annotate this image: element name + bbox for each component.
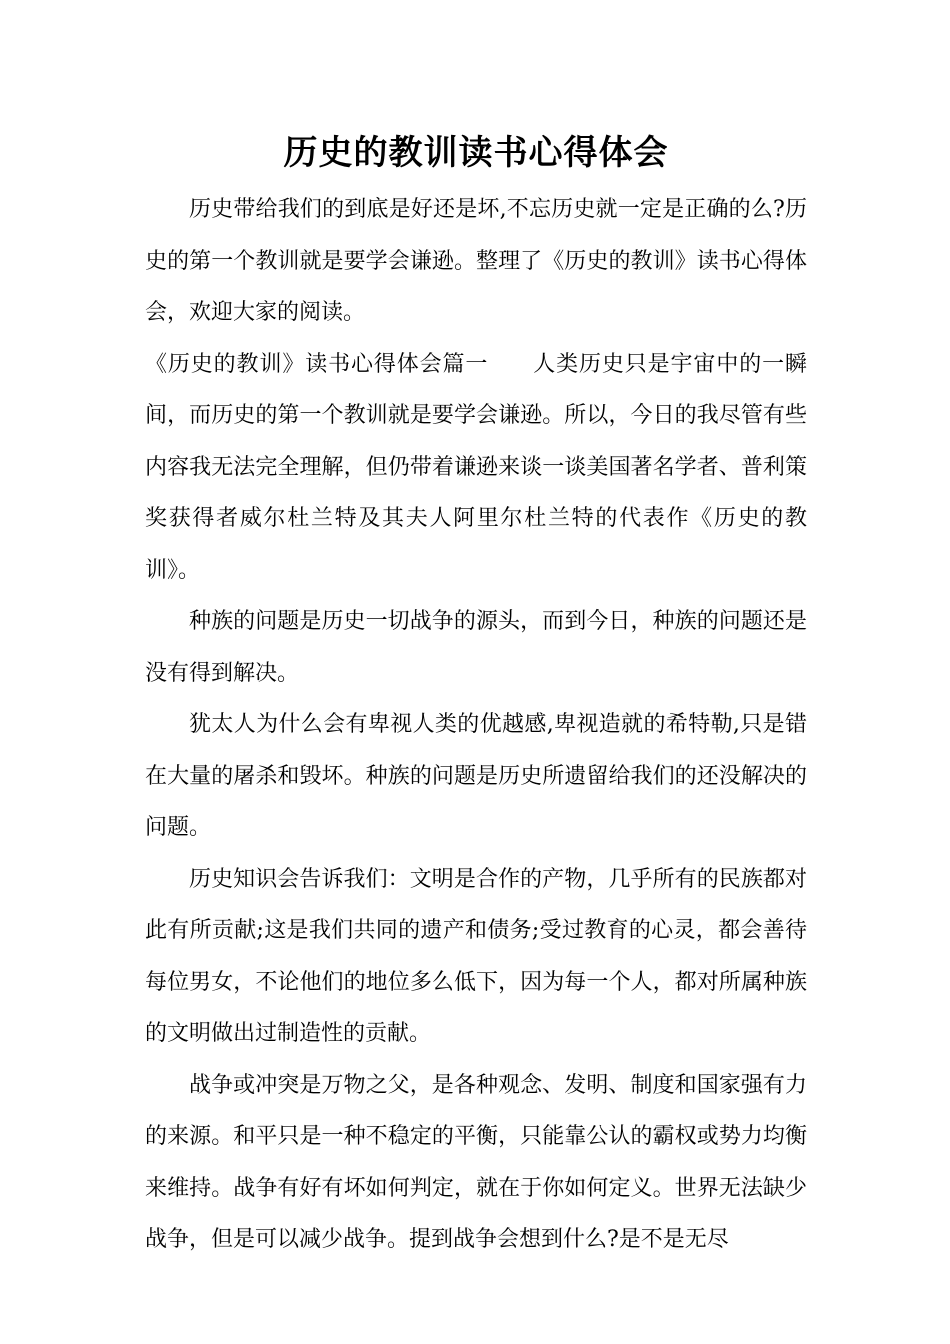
document-title: 历史的教训读书心得体会	[283, 133, 669, 173]
body-paragraph-civilization: 历史知识会告诉我们：文明是合作的产物，几乎所有的民族都对此有所贡献;这是我们共同的遗产和债务;受过教育的心灵，都会善待每位男女，不论他们的地位多么低下，因为每一个人，都对所属种族的文明做出过制造性的贡献。	[145, 866, 807, 1046]
section-heading: 《历史的教训》读书心得体会篇一	[145, 351, 489, 377]
intro-paragraph: 历史带给我们的到底是好还是坏,不忘历史就一定是正确的么?历史的第一个教训就是要学会谦逊。整理了《历史的教训》读书心得体会，欢迎大家的阅读。	[145, 197, 807, 325]
body-paragraph-race: 种族的问题是历史一切战争的源头，而到今日，种族的问题还是没有得到解决。	[145, 609, 807, 686]
section-first-text: 人类历史只是宇宙中的一瞬间，而历史的第一个教训就是要学会谦逊。所以，今日的我尽管有些内容我无法完全理解，但仍带着谦逊来谈一谈美国著名学者、普利策奖获得者威尔杜兰特及其夫人阿里尔杜兰特的代表作《历史的教训》。	[145, 351, 807, 583]
body-paragraph-jews: 犹太人为什么会有卑视人类的优越感,卑视造就的希特勒,只是错在大量的屠杀和毁坏。种族的问题是历史所遗留给我们的还没解决的问题。	[145, 712, 807, 840]
section-paragraph	[145, 339, 807, 597]
document-body	[145, 128, 807, 1266]
body-paragraph-war: 战争或冲突是万物之父，是各种观念、发明、制度和国家强有力的来源。和平只是一种不稳定的平衡，只能靠公认的霸权或势力均衡来维持。战争有好有坏如何判定，就在于你如何定义。世界无法缺少战争，但是可以减少战争。提到战争会想到什么?是不是无尽	[145, 1072, 807, 1252]
